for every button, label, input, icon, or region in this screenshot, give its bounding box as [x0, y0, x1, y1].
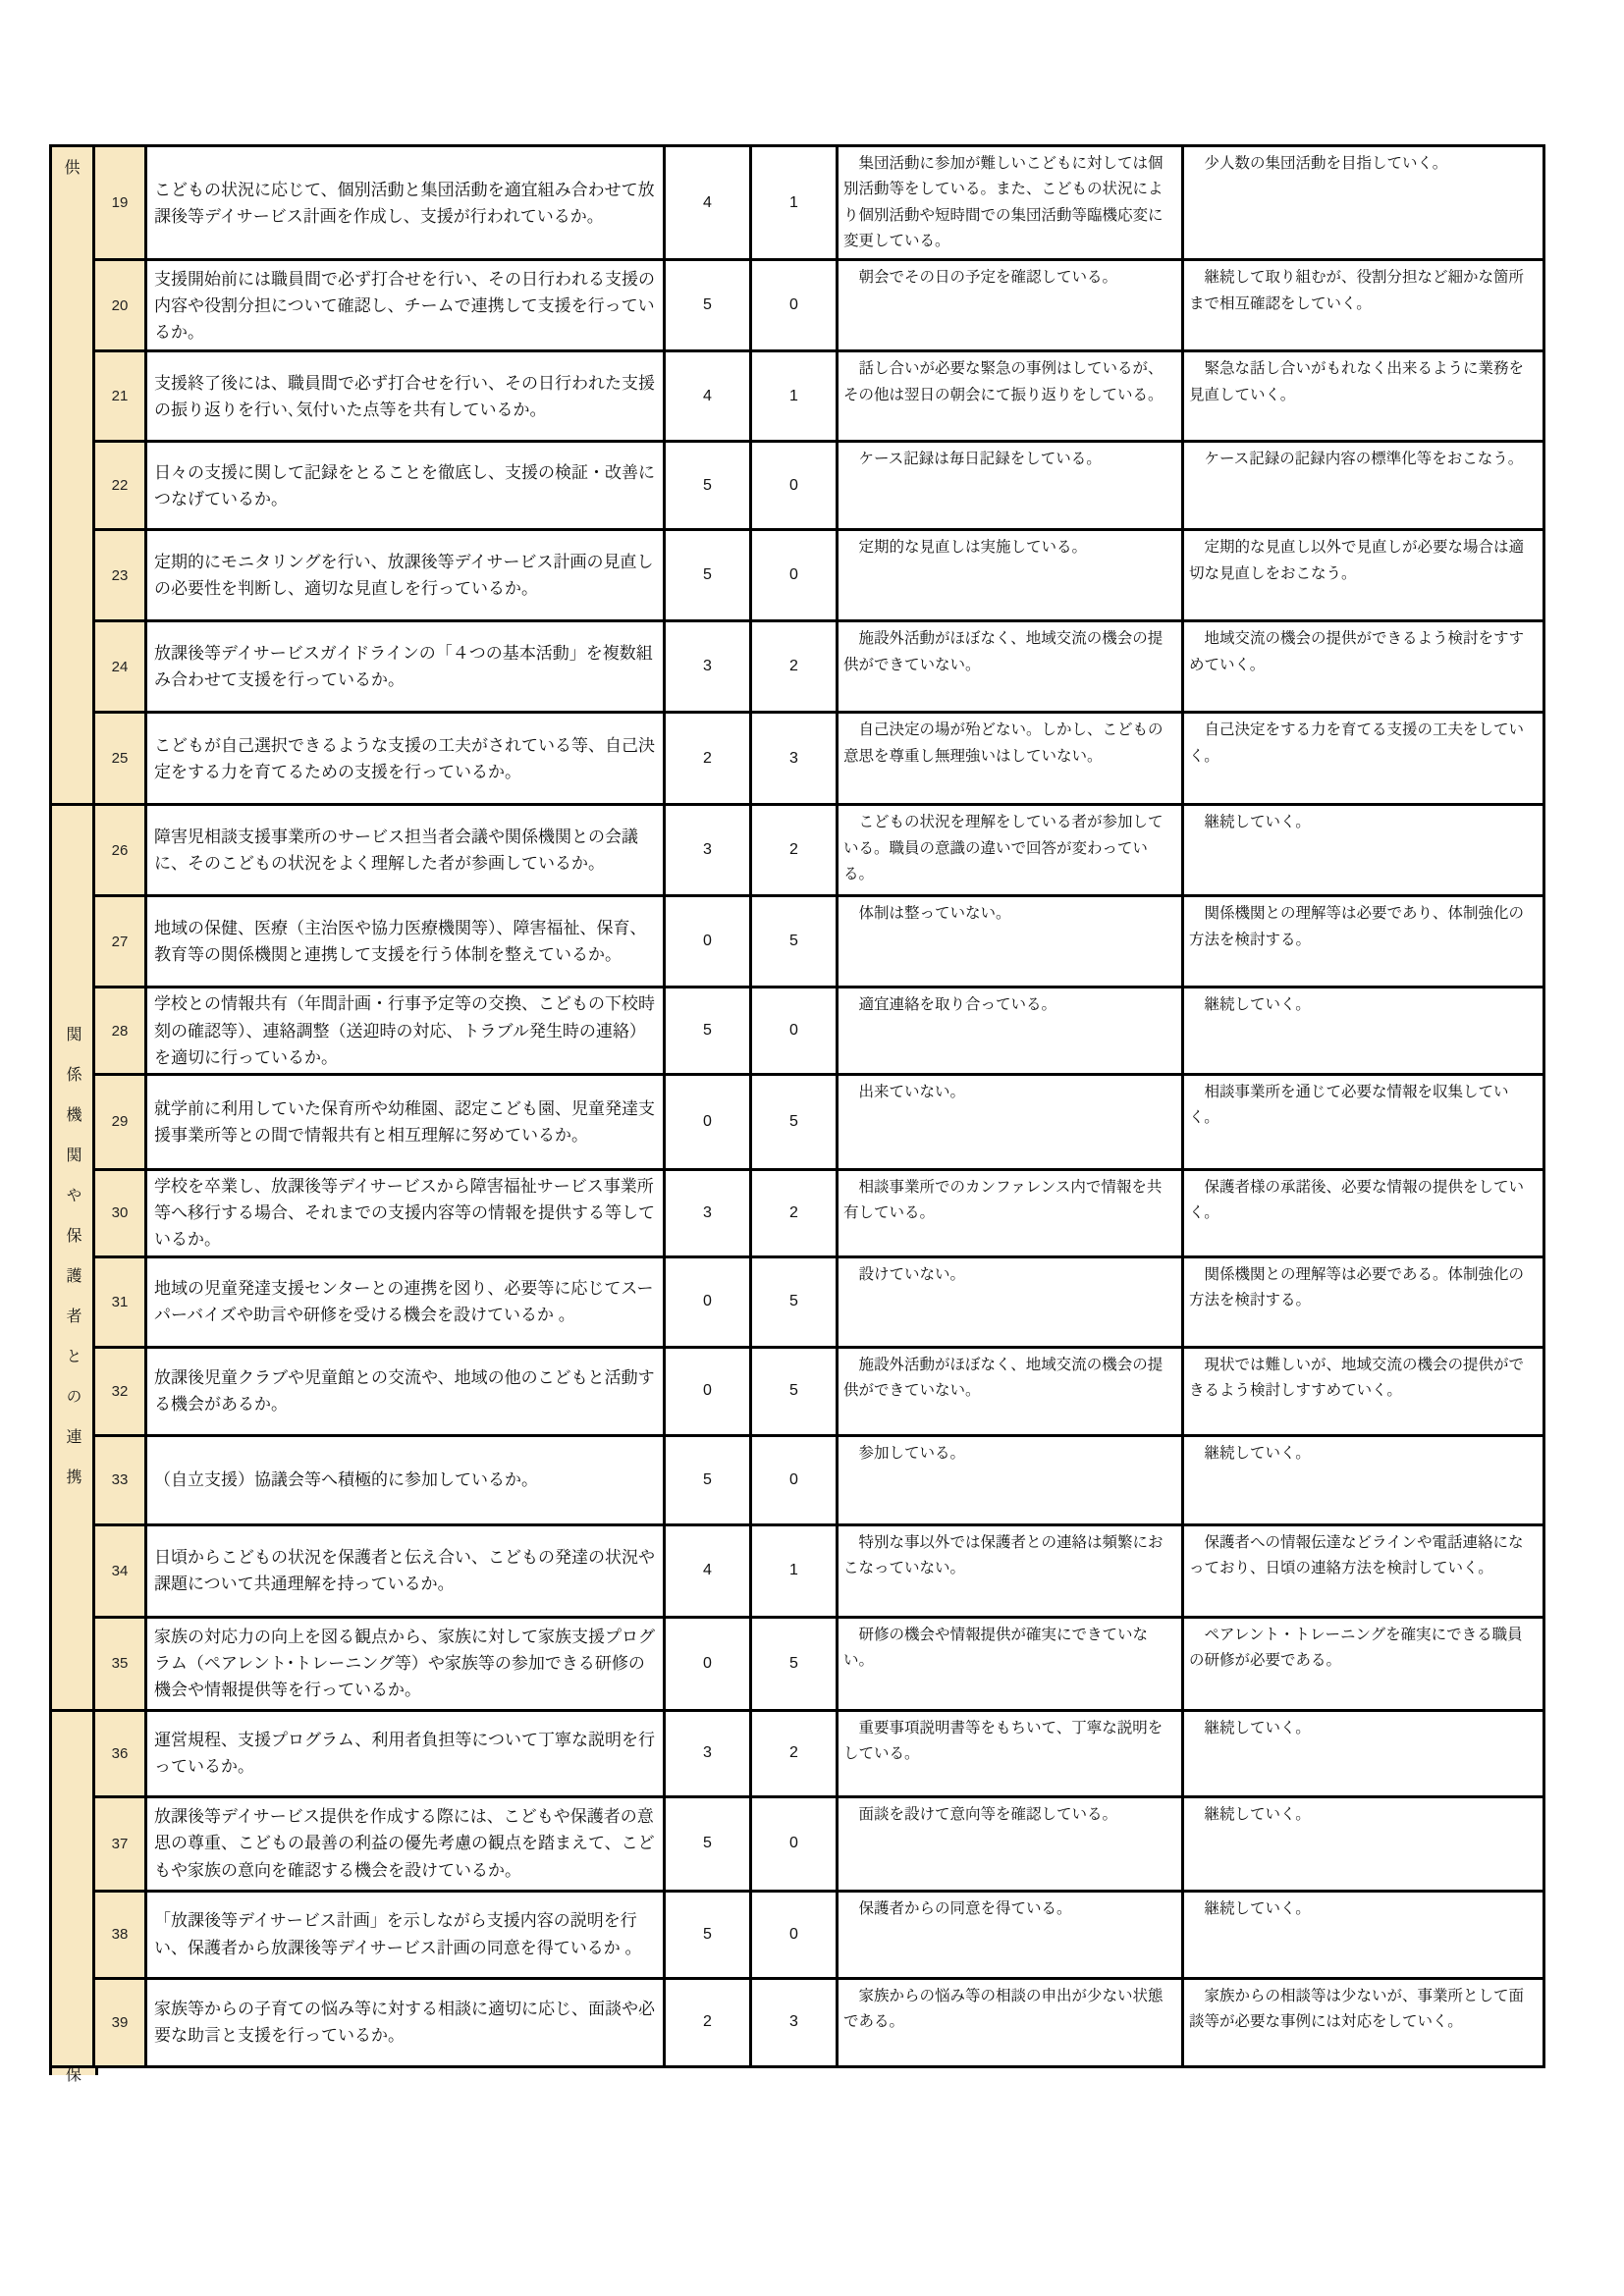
next-page-category-label: 保 — [65, 2066, 81, 2084]
improvement-comment-cell — [1183, 260, 1544, 351]
improvement-comment-cell — [1183, 1796, 1544, 1891]
table-row — [51, 442, 1544, 530]
table-row — [51, 146, 1544, 260]
table-row — [51, 896, 1544, 988]
improvement-comment-cell — [1183, 1169, 1544, 1256]
question-cell: （自立支援）協議会等へ積極的に参加しているか。 — [146, 1435, 665, 1524]
yes-count-cell: 5 — [665, 1435, 751, 1524]
row-number-cell: 32 — [94, 1347, 146, 1435]
improvement-comment-cell — [1183, 1891, 1544, 1978]
status-comment-cell — [838, 1256, 1183, 1347]
question-cell: 運営規程、支援プログラム、利用者負担等について丁寧な説明を行っているか。 — [146, 1710, 665, 1796]
improvement-comment-text: 現状では難しいが、地域交流の機会の提供ができるよう検討しすすめていく。 — [1189, 1356, 1525, 1399]
improvement-comment-cell — [1183, 713, 1544, 805]
status-comment-cell — [838, 530, 1183, 621]
status-comment-cell — [838, 1710, 1183, 1796]
improvement-comment-cell — [1183, 621, 1544, 713]
improvement-comment-cell — [1183, 896, 1544, 988]
yes-count-cell: 3 — [665, 621, 751, 713]
row-number-cell: 23 — [94, 530, 146, 621]
yes-count-cell: 4 — [665, 1524, 751, 1617]
row-number-cell: 29 — [94, 1074, 146, 1169]
status-comment-text: 自己決定の場が殆どない。しかし、こどもの意思を尊重し無理強いはしていない。 — [843, 721, 1164, 765]
improvement-comment-text: 相談事業所を通じて必要な情報を収集していく。 — [1189, 1083, 1509, 1127]
no-count-cell: 0 — [751, 530, 838, 621]
question-cell: 放課後児童クラブや児童館との交流や、地域の他のこどもと活動する機会があるか。 — [146, 1347, 665, 1435]
question-cell: 「放課後等デイサービス計画」を示しながら支援内容の説明を行い、保護者から放課後等デイサービス計画の同意を得ているか 。 — [146, 1891, 665, 1978]
improvement-comment-text: 継続していく。 — [1204, 1719, 1311, 1736]
row-number-cell: 26 — [94, 805, 146, 896]
table-row — [51, 1891, 1544, 1978]
no-count-cell: 2 — [751, 805, 838, 896]
status-comment-text: 適宜連絡を取り合っている。 — [858, 996, 1057, 1014]
question-cell: 地域の保健、医療（主治医や協力医療機関等）、障害福祉、保育、教育等の関係機関と連携して支援を行う体制を整えているか。 — [146, 896, 665, 988]
category-label: 供 — [64, 160, 81, 177]
improvement-comment-cell — [1183, 1710, 1544, 1796]
yes-count-cell: 0 — [665, 1074, 751, 1169]
row-number-cell: 22 — [94, 442, 146, 530]
yes-count-cell: 5 — [665, 260, 751, 351]
table-row — [51, 530, 1544, 621]
improvement-comment-text: 継続していく。 — [1204, 1805, 1311, 1823]
status-comment-text: 特別な事以外では保護者との連絡は頻繁におこなっていない。 — [843, 1533, 1164, 1576]
yes-count-cell: 4 — [665, 146, 751, 260]
row-number-cell: 34 — [94, 1524, 146, 1617]
status-comment-text: 保護者からの同意を得ている。 — [858, 1899, 1072, 1917]
question-cell: 就学前に利用していた保育所や幼稚園、認定こども園、児童発達支援事業所等との間で情報共有と相互理解に努めているか。 — [146, 1074, 665, 1169]
question-cell: こどもが自己選択できるような支援の工夫がされている等、自己決定をする力を育てるための支援を行っているか。 — [146, 713, 665, 805]
status-comment-cell — [838, 621, 1183, 713]
row-number-cell: 39 — [94, 1978, 146, 2066]
improvement-comment-text: 地域交流の機会の提供ができるよう検討をすすめていく。 — [1189, 630, 1525, 673]
improvement-comment-text: 保護者様の承諾後、必要な情報の提供をしていく。 — [1189, 1178, 1525, 1222]
no-count-cell: 5 — [751, 1347, 838, 1435]
no-count-cell: 0 — [751, 988, 838, 1075]
row-number-cell: 37 — [94, 1796, 146, 1891]
improvement-comment-cell — [1183, 1256, 1544, 1347]
status-comment-cell — [838, 351, 1183, 442]
no-count-cell: 2 — [751, 1710, 838, 1796]
status-comment-text: 朝会でその日の予定を確認している。 — [858, 269, 1118, 287]
yes-count-cell: 0 — [665, 1617, 751, 1710]
question-cell: 障害児相談支援事業所のサービス担当者会議や関係機関との会議に、そのこどもの状況をよく理解した者が参画しているか。 — [146, 805, 665, 896]
table-row — [51, 713, 1544, 805]
improvement-comment-text: 関係機関との理解等は必要であり、体制強化の方法を検討する。 — [1189, 905, 1525, 948]
table-row — [51, 1978, 1544, 2066]
question-cell: 支援開始前には職員間で必ず打合せを行い、その日行われる支援の内容や役割分担について確認し、チームで連携して支援を行っているか。 — [146, 260, 665, 351]
table-row — [51, 1524, 1544, 1617]
row-number-cell: 27 — [94, 896, 146, 988]
status-comment-text: 施設外活動がほぼなく、地域交流の機会の提供ができていない。 — [843, 1356, 1164, 1399]
table-row — [51, 988, 1544, 1075]
category-label: 関係機関や保護者との連携 — [64, 1025, 81, 1509]
yes-count-cell: 5 — [665, 1796, 751, 1891]
question-cell: 家族の対応力の向上を図る観点から、家族に対して家族支援プログラム（ペアレント･トレーニング等）や家族等の参加できる研修の機会や情報提供等を行っているか。 — [146, 1617, 665, 1710]
no-count-cell: 5 — [751, 1617, 838, 1710]
improvement-comment-cell — [1183, 351, 1544, 442]
status-comment-text: 出来ていない。 — [858, 1083, 966, 1100]
row-number-cell: 33 — [94, 1435, 146, 1524]
category-cell — [51, 146, 94, 805]
table-row — [51, 1347, 1544, 1435]
row-number-cell: 25 — [94, 713, 146, 805]
improvement-comment-text: 自己決定をする力を育てる支援の工夫をしていく。 — [1189, 721, 1525, 765]
status-comment-cell — [838, 146, 1183, 260]
status-comment-text: 参加している。 — [858, 1444, 966, 1462]
improvement-comment-cell — [1183, 1347, 1544, 1435]
status-comment-cell — [838, 896, 1183, 988]
no-count-cell: 0 — [751, 1435, 838, 1524]
improvement-comment-cell — [1183, 805, 1544, 896]
no-count-cell: 0 — [751, 260, 838, 351]
question-cell: 学校との情報共有（年間計画・行事予定等の交換、こどもの下校時刻の確認等）、連絡調整（送迎時の対応、トラブル発生時の連絡）を適切に行っているか。 — [146, 988, 665, 1075]
status-comment-cell — [838, 1891, 1183, 1978]
status-comment-cell — [838, 442, 1183, 530]
status-comment-text: 集団活動に参加が難しいこどもに対しては個別活動等をしている。また、こどもの状況により個別活動や短時間での集団活動等臨機応変に変更している。 — [843, 155, 1164, 250]
yes-count-cell: 3 — [665, 1710, 751, 1796]
category-cell — [51, 805, 94, 1710]
status-comment-text: 研修の機会や情報提供が確実にできていない。 — [843, 1626, 1149, 1669]
status-comment-cell — [838, 805, 1183, 896]
row-number-cell: 21 — [94, 351, 146, 442]
row-number-cell: 19 — [94, 146, 146, 260]
improvement-comment-text: 継続していく。 — [1204, 996, 1311, 1014]
table-row — [51, 351, 1544, 442]
question-cell: 放課後等デイサービスガイドラインの「４つの基本活動」を複数組み合わせて支援を行っているか。 — [146, 621, 665, 713]
improvement-comment-cell — [1183, 1074, 1544, 1169]
row-number-cell: 31 — [94, 1256, 146, 1347]
yes-count-cell: 0 — [665, 1347, 751, 1435]
no-count-cell: 0 — [751, 1796, 838, 1891]
status-comment-cell — [838, 1796, 1183, 1891]
improvement-comment-text: 継続して取り組むが、役割分担など細かな箇所まで相互確認をしていく。 — [1189, 269, 1525, 312]
status-comment-text: 重要事項説明書等をもちいて、丁寧な説明をしている。 — [843, 1719, 1164, 1762]
category-cell — [51, 1710, 94, 2066]
yes-count-cell: 2 — [665, 713, 751, 805]
improvement-comment-text: ケース記録の記録内容の標準化等をおこなう。 — [1204, 451, 1524, 468]
status-comment-cell — [838, 1435, 1183, 1524]
improvement-comment-cell — [1183, 1524, 1544, 1617]
improvement-comment-text: 継続していく。 — [1204, 1899, 1311, 1917]
row-number-cell: 24 — [94, 621, 146, 713]
table-row — [51, 1169, 1544, 1256]
next-page-category-sliver — [49, 2066, 98, 2084]
no-count-cell: 0 — [751, 1891, 838, 1978]
status-comment-text: ケース記録は毎日記録をしている。 — [858, 451, 1102, 468]
yes-count-cell: 0 — [665, 896, 751, 988]
yes-count-cell: 2 — [665, 1978, 751, 2066]
status-comment-text: 相談事業所でのカンファレンス内で情報を共有している。 — [843, 1178, 1163, 1222]
table-row — [51, 1710, 1544, 1796]
question-cell: 地域の児童発達支援センターとの連携を図り、必要等に応じてスーパーバイズや助言や研修を受ける機会を設けているか 。 — [146, 1256, 665, 1347]
status-comment-cell — [838, 988, 1183, 1075]
status-comment-cell — [838, 1074, 1183, 1169]
status-comment-text: 体制は整っていない。 — [858, 905, 1011, 923]
status-comment-cell — [838, 260, 1183, 351]
question-cell: 支援終了後には、職員間で必ず打合せを行い、その日行われた支援の振り返りを行い､気付いた点等を共有しているか。 — [146, 351, 665, 442]
improvement-comment-text: 緊急な話し合いがもれなく出来るように業務を見直していく。 — [1189, 360, 1525, 403]
no-count-cell: 5 — [751, 896, 838, 988]
no-count-cell: 5 — [751, 1256, 838, 1347]
yes-count-cell: 0 — [665, 1256, 751, 1347]
improvement-comment-cell — [1183, 146, 1544, 260]
improvement-comment-text: ペアレント・トレーニングを確実にできる職員の研修が必要である。 — [1189, 1626, 1523, 1669]
yes-count-cell: 5 — [665, 530, 751, 621]
no-count-cell: 1 — [751, 146, 838, 260]
evaluation-table — [49, 144, 1545, 2068]
status-comment-cell — [838, 1169, 1183, 1256]
yes-count-cell: 3 — [665, 1169, 751, 1256]
evaluation-sheet-page — [49, 144, 1545, 2084]
status-comment-cell — [838, 1347, 1183, 1435]
status-comment-text: 施設外活動がほぼなく、地域交流の機会の提供ができていない。 — [843, 630, 1164, 673]
table-row — [51, 805, 1544, 896]
no-count-cell: 1 — [751, 1524, 838, 1617]
row-number-cell: 20 — [94, 260, 146, 351]
status-comment-cell — [838, 1978, 1183, 2066]
row-number-cell: 35 — [94, 1617, 146, 1710]
yes-count-cell: 5 — [665, 988, 751, 1075]
row-number-cell: 30 — [94, 1169, 146, 1256]
status-comment-text: 定期的な見直しは実施している。 — [858, 539, 1088, 557]
status-comment-text: 話し合いが必要な緊急の事例はしているが、その他は翌日の朝会にて振り返りをしている。 — [843, 360, 1164, 403]
question-cell: 日頃からこどもの状況を保護者と伝え合い、こどもの発達の状況や課題について共通理解を持っているか。 — [146, 1524, 665, 1617]
table-row — [51, 621, 1544, 713]
table-row — [51, 1074, 1544, 1169]
table-row — [51, 1796, 1544, 1891]
no-count-cell: 0 — [751, 442, 838, 530]
improvement-comment-text: 少人数の集団活動を目指していく。 — [1204, 155, 1448, 172]
status-comment-text: こどもの状況を理解をしている者が参加している。職員の意識の違いで回答が変わっている。 — [843, 814, 1164, 883]
improvement-comment-text: 家族からの相談等は少ないが、事業所として面談等が必要な事例には対応をしていく。 — [1189, 1987, 1525, 2030]
question-cell: 学校を卒業し、放課後等デイサービスから障害福祉サービス事業所等へ移行する場合、それまでの支援内容等の情報を提供する等しているか。 — [146, 1169, 665, 1256]
improvement-comment-cell — [1183, 442, 1544, 530]
improvement-comment-cell — [1183, 1978, 1544, 2066]
question-cell: 定期的にモニタリングを行い、放課後等デイサービス計画の見直しの必要性を判断し、適切な見直しを行っているか。 — [146, 530, 665, 621]
yes-count-cell: 4 — [665, 351, 751, 442]
yes-count-cell: 3 — [665, 805, 751, 896]
status-comment-cell — [838, 713, 1183, 805]
improvement-comment-cell — [1183, 1435, 1544, 1524]
improvement-comment-cell — [1183, 988, 1544, 1075]
no-count-cell: 2 — [751, 1169, 838, 1256]
row-number-cell: 36 — [94, 1710, 146, 1796]
row-number-cell: 38 — [94, 1891, 146, 1978]
no-count-cell: 3 — [751, 713, 838, 805]
no-count-cell: 1 — [751, 351, 838, 442]
table-row — [51, 1256, 1544, 1347]
improvement-comment-text: 保護者への情報伝達などラインや電話連絡になっており、日頃の連絡方法を検討していく。 — [1189, 1533, 1524, 1576]
improvement-comment-text: 継続していく。 — [1204, 814, 1311, 831]
improvement-comment-text: 継続していく。 — [1204, 1444, 1311, 1462]
table-row — [51, 260, 1544, 351]
improvement-comment-text: 関係機関との理解等は必要である。体制強化の方法を検討する。 — [1189, 1265, 1525, 1308]
question-cell: 日々の支援に関して記録をとることを徹底し、支援の検証・改善につなげているか。 — [146, 442, 665, 530]
row-number-cell: 28 — [94, 988, 146, 1075]
question-cell: 放課後等デイサービス提供を作成する際には、こどもや保護者の意思の尊重、こどもの最善の利益の優先考慮の観点を踏まえて、こどもや家族の意向を確認する機会を設けているか。 — [146, 1796, 665, 1891]
table-row — [51, 1617, 1544, 1710]
no-count-cell: 5 — [751, 1074, 838, 1169]
yes-count-cell: 5 — [665, 1891, 751, 1978]
no-count-cell: 2 — [751, 621, 838, 713]
no-count-cell: 3 — [751, 1978, 838, 2066]
status-comment-text: 設けていない。 — [858, 1265, 966, 1283]
table-row — [51, 1435, 1544, 1524]
improvement-comment-text: 定期的な見直し以外で見直しが必要な場合は適切な見直しをおこなう。 — [1189, 539, 1525, 582]
status-comment-text: 家族からの悩み等の相談の申出が少ない状態である。 — [843, 1987, 1164, 2030]
improvement-comment-cell — [1183, 530, 1544, 621]
yes-count-cell: 5 — [665, 442, 751, 530]
question-cell: 家族等からの子育ての悩み等に対する相談に適切に応じ、面談や必要な助言と支援を行っているか。 — [146, 1978, 665, 2066]
status-comment-text: 面談を設けて意向等を確認している。 — [858, 1805, 1118, 1823]
status-comment-cell — [838, 1617, 1183, 1710]
question-cell: こどもの状況に応じて、個別活動と集団活動を適宜組み合わせて放課後等デイサービス計画を作成し、支援が行われているか。 — [146, 146, 665, 260]
status-comment-cell — [838, 1524, 1183, 1617]
improvement-comment-cell — [1183, 1617, 1544, 1710]
